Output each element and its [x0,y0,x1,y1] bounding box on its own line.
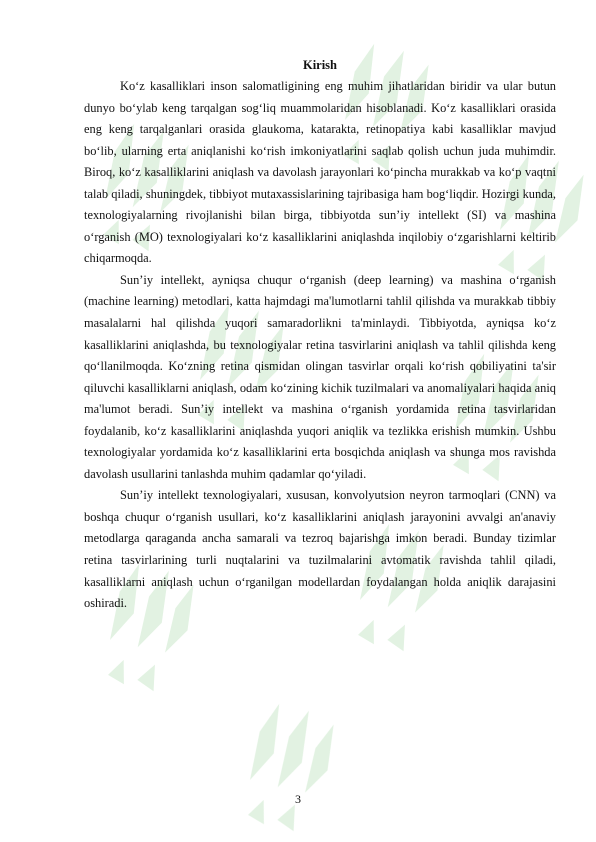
paragraph-2: Sun’iy intellekt, ayniqsa chuqur o‘rganish (deep learning) va mashina o‘rganish (machine learning) metodlari, katta hajmdagi ma'lumotlarni tahlil qilishda va murakkab tibbiy masalalarni hal qilishda yuqori samaradorlikni ta'minlaydi. Tibbiyotda, ayniqsa ko‘z kasalliklarini aniqlashda, bu texnologiyalar retina tasvirlarini aniqlash va tahlil qilishda keng qo‘llanilmoqda. Ko‘zning retina qismidan olingan tasvirlar orqali ko‘rish qobiliyatini ta'sir qiluvchi kasalliklarni aniqlash, odam ko‘zining kichik tuzilmalari va anomaliyalari haqida aniq ma'lumot beradi. Sun’iy intellekt va mashina o‘rganish yordamida retina tasvirlaridan foydalanib, ko‘z kasalliklarini aniqlashda yuqori aniqlik va tezlikka erishish mumkin. Ushbu texnologiyalar yordamida ko‘z kasalliklarini erta bosqichda aniqlash va shunga mos ravishda davolash usullarini tanlashda muhim qadamlar qo‘yiladi. [84,272,556,481]
document-body [84,57,556,615]
paragraph-1: Ko‘z kasalliklari inson salomatligining eng muhim jihatlaridan biridir va ular butun dunyo bo‘ylab keng tarqalgan sog‘liq muammolaridan hisoblanadi. Ko‘z kasalliklari orasida eng keng tarqalganlari orasida glaukoma, katarakta, retinopatiya kabi kasalliklar mavjud bo‘lib, ularning erta aniqlanishi ko‘rish imkoniyatlarini saqlab qolish uchun juda muhimdir. Biroq, ko‘z kasalliklarini aniqlash va davolash jarayonlari ko‘pincha murakkab va ko‘p vaqtni talab qiladi, shuningdek, tibbiyot mutaxassislarining tajribasiga ham bog‘liqdir. Hozirgi kunda, texnologiyalarning rivojlanishi bilan birga, tibbiyotda sun’iy intellekt (SI) va mashina o‘rganish (MO) texnologiyalari ko‘z kasalliklarini aniqlashda inqilobiy o‘zgarishlarni keltirib chiqarmoqda. [84,79,556,266]
watermark-leaf-icon [230,695,351,838]
document-title: Kirish [302,58,338,72]
page-number: 3 [295,792,301,806]
paragraph-3: Sun’iy intellekt texnologiyalari, xususan, konvolyutsion neyron tarmoqlari (CNN) va boshqa chuqur o‘rganish usullari, ko‘z kasalliklarini aniqlash jarayonini avvalgi an'anaviy metodlarga qaraganda ancha samarali va tezroq bajarishga imkon beradi. Bunday tizimlar retina tasvirlarining turli nuqtalarini va tuzilmalarini avtomatik ravishda tahlil qiladi, kasalliklarni aniqlash uchun o‘rganilgan modellardan foydalangan holda aniqlik darajasini oshiradi. [84,488,556,611]
